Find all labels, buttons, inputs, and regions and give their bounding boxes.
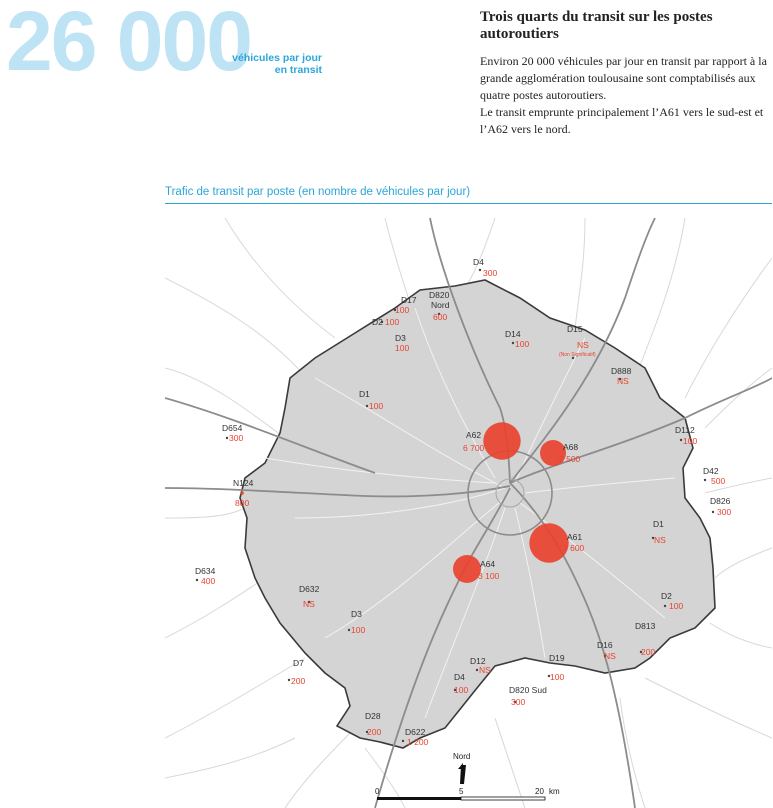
station-value-d1n: 100 [369,401,384,411]
station-name-d17: D17 [401,295,417,305]
station-note-d15: (Non Significatif) [559,352,596,358]
station-value-d3s: 100 [351,625,366,635]
station-name-d12: D12 [470,656,486,666]
station-marker-d14 [512,342,514,344]
station-name-a64: A64 [480,559,496,569]
scale-tick-5: 5 [459,787,464,796]
station-name-a62: A62 [466,430,482,440]
station-value-d17: 100 [395,305,410,315]
station-value-d826: 300 [717,507,732,517]
station-value-d28: 200 [367,727,382,737]
north-label: Nord [453,752,471,761]
station-value-d4s: 100 [454,685,469,695]
station-name-d16: D16 [597,640,613,650]
station-marker-a64 [453,555,481,583]
station-value-a62: 6 700 [463,443,485,453]
station-value-d813: 200 [641,647,656,657]
station-marker-d42 [704,479,706,481]
station-marker-d2e [664,605,666,607]
big-number: 26 000 [6,0,251,88]
scale-tick-0: 0 [375,787,380,796]
station-value-d820s: 300 [511,697,526,707]
station-value-d3n: 100 [395,343,410,353]
station-name-d7: D7 [293,658,304,668]
scale-segment-2 [461,797,545,800]
station-name-d820n: D820 [429,290,450,300]
station-marker-a62 [483,422,520,459]
station-name-d28: D28 [365,711,381,721]
station-marker-n124 [240,491,244,495]
station-name-d888: D888 [611,366,632,376]
station-name-d1n: D1 [359,389,370,399]
station-value-d634: 400 [201,576,216,586]
station-name-d622: D622 [405,727,426,737]
station-value-d19: 100 [550,672,565,682]
station-name2-d820n: Nord [431,300,450,310]
station-name-d112: D112 [675,425,695,435]
station-value-d2w: 100 [385,317,400,327]
station-name-d3n: D3 [395,333,406,343]
station-value-d820n: 600 [433,312,448,322]
station-value-a61: 7 600 [563,543,585,553]
station-name-d813: D813 [635,621,656,631]
map-title-rule [165,203,772,204]
station-marker-d3s [348,629,350,631]
station-name-d1e: D1 [653,519,664,529]
station-value-d16: NS [604,651,616,661]
article-headline: Trois quarts du transit sur les postes autoroutiers [480,9,713,42]
station-value-d888: NS [617,376,629,386]
station-value-d15: NS [577,340,589,350]
station-value-d1e: NS [654,535,666,545]
big-number-caption [226,52,322,76]
station-value-d12: NS [479,665,491,675]
station-marker-d112 [680,439,682,441]
big-caption-line1: véhicules par jour [232,52,322,64]
station-name-n124: N124 [233,478,254,488]
article-paragraph-2: Le transit emprunte principalement l’A61 vers le sud-est et l’A62 vers le nord. [480,105,764,136]
station-marker-d1n [366,405,368,407]
station-name-d654: D654 [222,423,243,433]
station-value-d14: 100 [515,339,530,349]
station-value-a68: 2 500 [559,454,581,464]
station-name-d15: D15 [567,324,583,334]
station-name-d632: D632 [299,584,320,594]
article-paragraph-1: Environ 20 000 véhicules par jour en transit par rapport à la grande agglomération toulousaine sont comptabilisés aux quatre postes autoroutiers. [480,54,767,102]
station-name-d634: D634 [195,566,216,576]
station-marker-d7 [288,679,290,681]
station-marker-d12 [476,669,478,671]
station-name-d2w: D2 [372,317,383,327]
station-value-d622: 1 200 [407,737,429,747]
transit-map [165,218,772,808]
station-name-d820s: D820 Sud [509,685,547,695]
station-value-d42: 500 [711,476,726,486]
station-name-d826: D826 [710,496,731,506]
scale-tick-20: 20 [535,787,544,796]
station-name-d4s: D4 [454,672,465,682]
station-name-d4n: D4 [473,257,484,267]
station-name-a68: A68 [563,442,579,452]
article-body [480,53,772,138]
station-value-a64: 3 100 [478,571,500,581]
scale-unit: km [549,787,560,796]
station-name-d42: D42 [703,466,719,476]
station-value-d112: 100 [683,436,698,446]
map-title: Trafic de transit par poste (en nombre de véhicules par jour) [165,186,471,198]
station-marker-d4n [479,269,481,271]
station-name-d14: D14 [505,329,521,339]
station-name-d19: D19 [549,653,565,663]
station-name-a61: A61 [567,532,583,542]
station-marker-d622 [402,740,404,742]
station-value-d2e: 100 [669,601,684,611]
station-marker-d654 [226,437,228,439]
station-value-d632: NS [303,599,315,609]
station-name-d3s: D3 [351,609,362,619]
station-value-d4n: 300 [483,268,498,278]
station-value-d654: 300 [229,433,244,443]
station-value-d7: 200 [291,676,306,686]
station-marker-d826 [712,511,714,513]
station-marker-d634 [196,579,198,581]
big-caption-line2: en transit [274,64,322,76]
scale-segment-1 [377,797,461,800]
station-value-n124: 800 [235,498,250,508]
station-name-d2e: D2 [661,591,672,601]
